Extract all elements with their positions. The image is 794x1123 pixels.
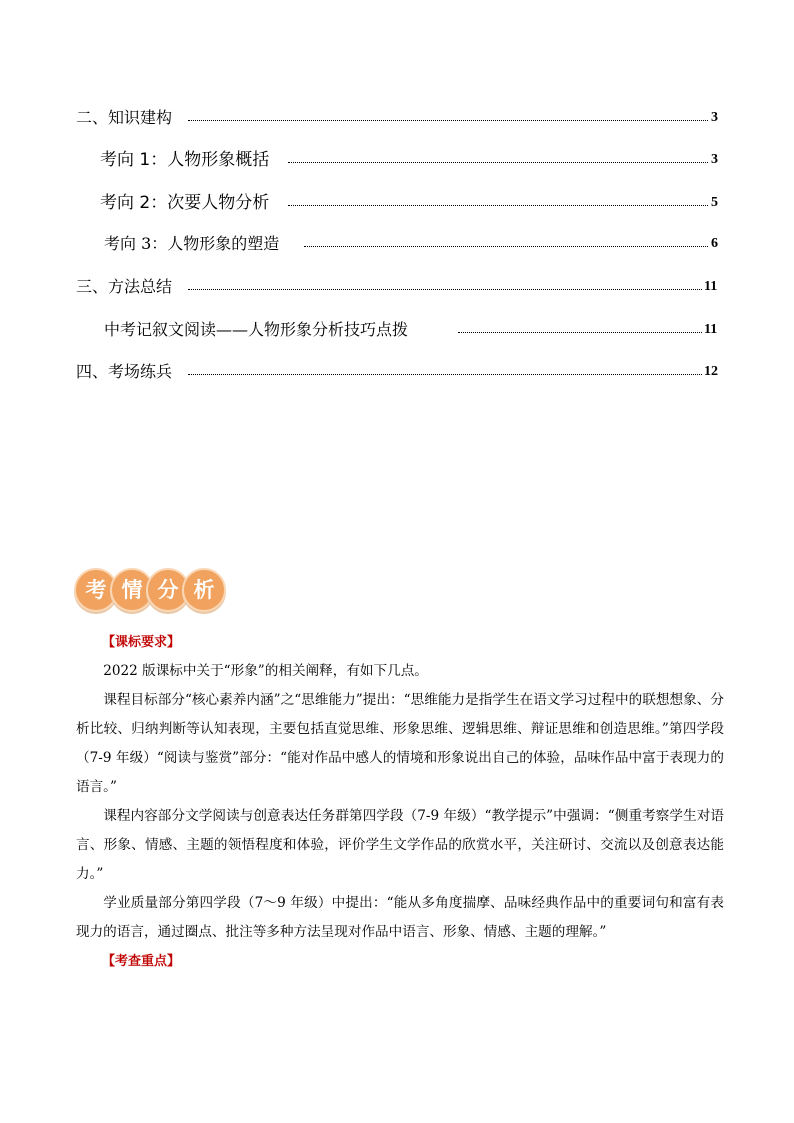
toc-entry-label: 考向 1：人物形象概括: [100, 150, 270, 170]
toc-page-number: 11: [704, 279, 718, 294]
toc-leader-dots: [188, 120, 708, 121]
section-heading: 【课标要求】: [102, 635, 181, 650]
paragraph: 2022 版课标中关于“形象”的相关阐释，有如下几点。: [103, 663, 428, 679]
main-content: [76, 628, 724, 976]
badge-char: 析: [182, 568, 226, 612]
toc-leader-dots: [188, 374, 702, 375]
toc-entry[interactable]: [0, 317, 794, 343]
toc-entry[interactable]: [0, 231, 794, 257]
toc-entry-label: 四、考场练兵: [76, 362, 173, 381]
toc-entry-label: 考向 3：人物形象的塑造: [104, 234, 280, 253]
badge-char: 分: [146, 568, 190, 612]
toc-page-number: 3: [711, 110, 718, 125]
toc-leader-dots: [458, 332, 702, 333]
toc-leader-dots: [188, 289, 702, 290]
toc-entry-label: 三、方法总结: [76, 277, 173, 296]
toc-entry[interactable]: [0, 274, 794, 300]
toc-entry[interactable]: [0, 359, 794, 385]
badge-char: 考: [74, 568, 118, 612]
toc-page-number: 5: [711, 195, 718, 210]
toc-leader-dots: [288, 162, 708, 163]
toc-page-number: 6: [711, 236, 718, 251]
badge-char: 情: [110, 568, 154, 612]
section-badge: [74, 568, 226, 614]
toc-page-number: 12: [704, 364, 718, 379]
section-heading: 【考查重点】: [102, 954, 181, 969]
toc-entry-label: 二、知识建构: [76, 108, 173, 127]
paragraph: 课程内容部分文学阅读与创意表达任务群第四学段（7-9 年级）“教学提示”中强调：“侧重考察学生对语言、形象、情感、主题的领悟程度和体验，评价学生文学作品的欣赏水平，关注研讨、交流以及创意表达能力。”: [76, 808, 724, 882]
toc-leader-dots: [288, 205, 708, 206]
toc-entry[interactable]: [0, 190, 794, 216]
paragraph: 课程目标部分“核心素养内涵”之“思维能力”提出：“思维能力是指学生在语文学习过程中的联想想象、分析比较、归纳判断等认知表现，主要包括直觉思维、形象思维、逻辑思维、辩证思维和创造思维。”第四学段（7-9 年级）“阅读与鉴赏”部分：“能对作品中感人的情境和形象说出自己的体验，品味作品中富于表现力的语言。”: [76, 692, 724, 795]
toc-entry-label: 中考记叙文阅读——人物形象分析技巧点拨: [104, 320, 409, 339]
toc-entry[interactable]: [0, 105, 794, 131]
toc-page-number: 11: [704, 322, 718, 337]
toc-entry-label: 考向 2：次要人物分析: [100, 193, 270, 213]
paragraph: 学业质量部分第四学段（7～9 年级）中提出：“能从多角度揣摩、品味经典作品中的重要词句和富有表现力的语言，通过圈点、批注等多种方法呈现对作品中语言、形象、情感、主题的理解。”: [76, 895, 724, 940]
toc-page-number: 3: [711, 152, 718, 167]
toc-entry[interactable]: [0, 147, 794, 173]
toc-leader-dots: [304, 246, 708, 247]
